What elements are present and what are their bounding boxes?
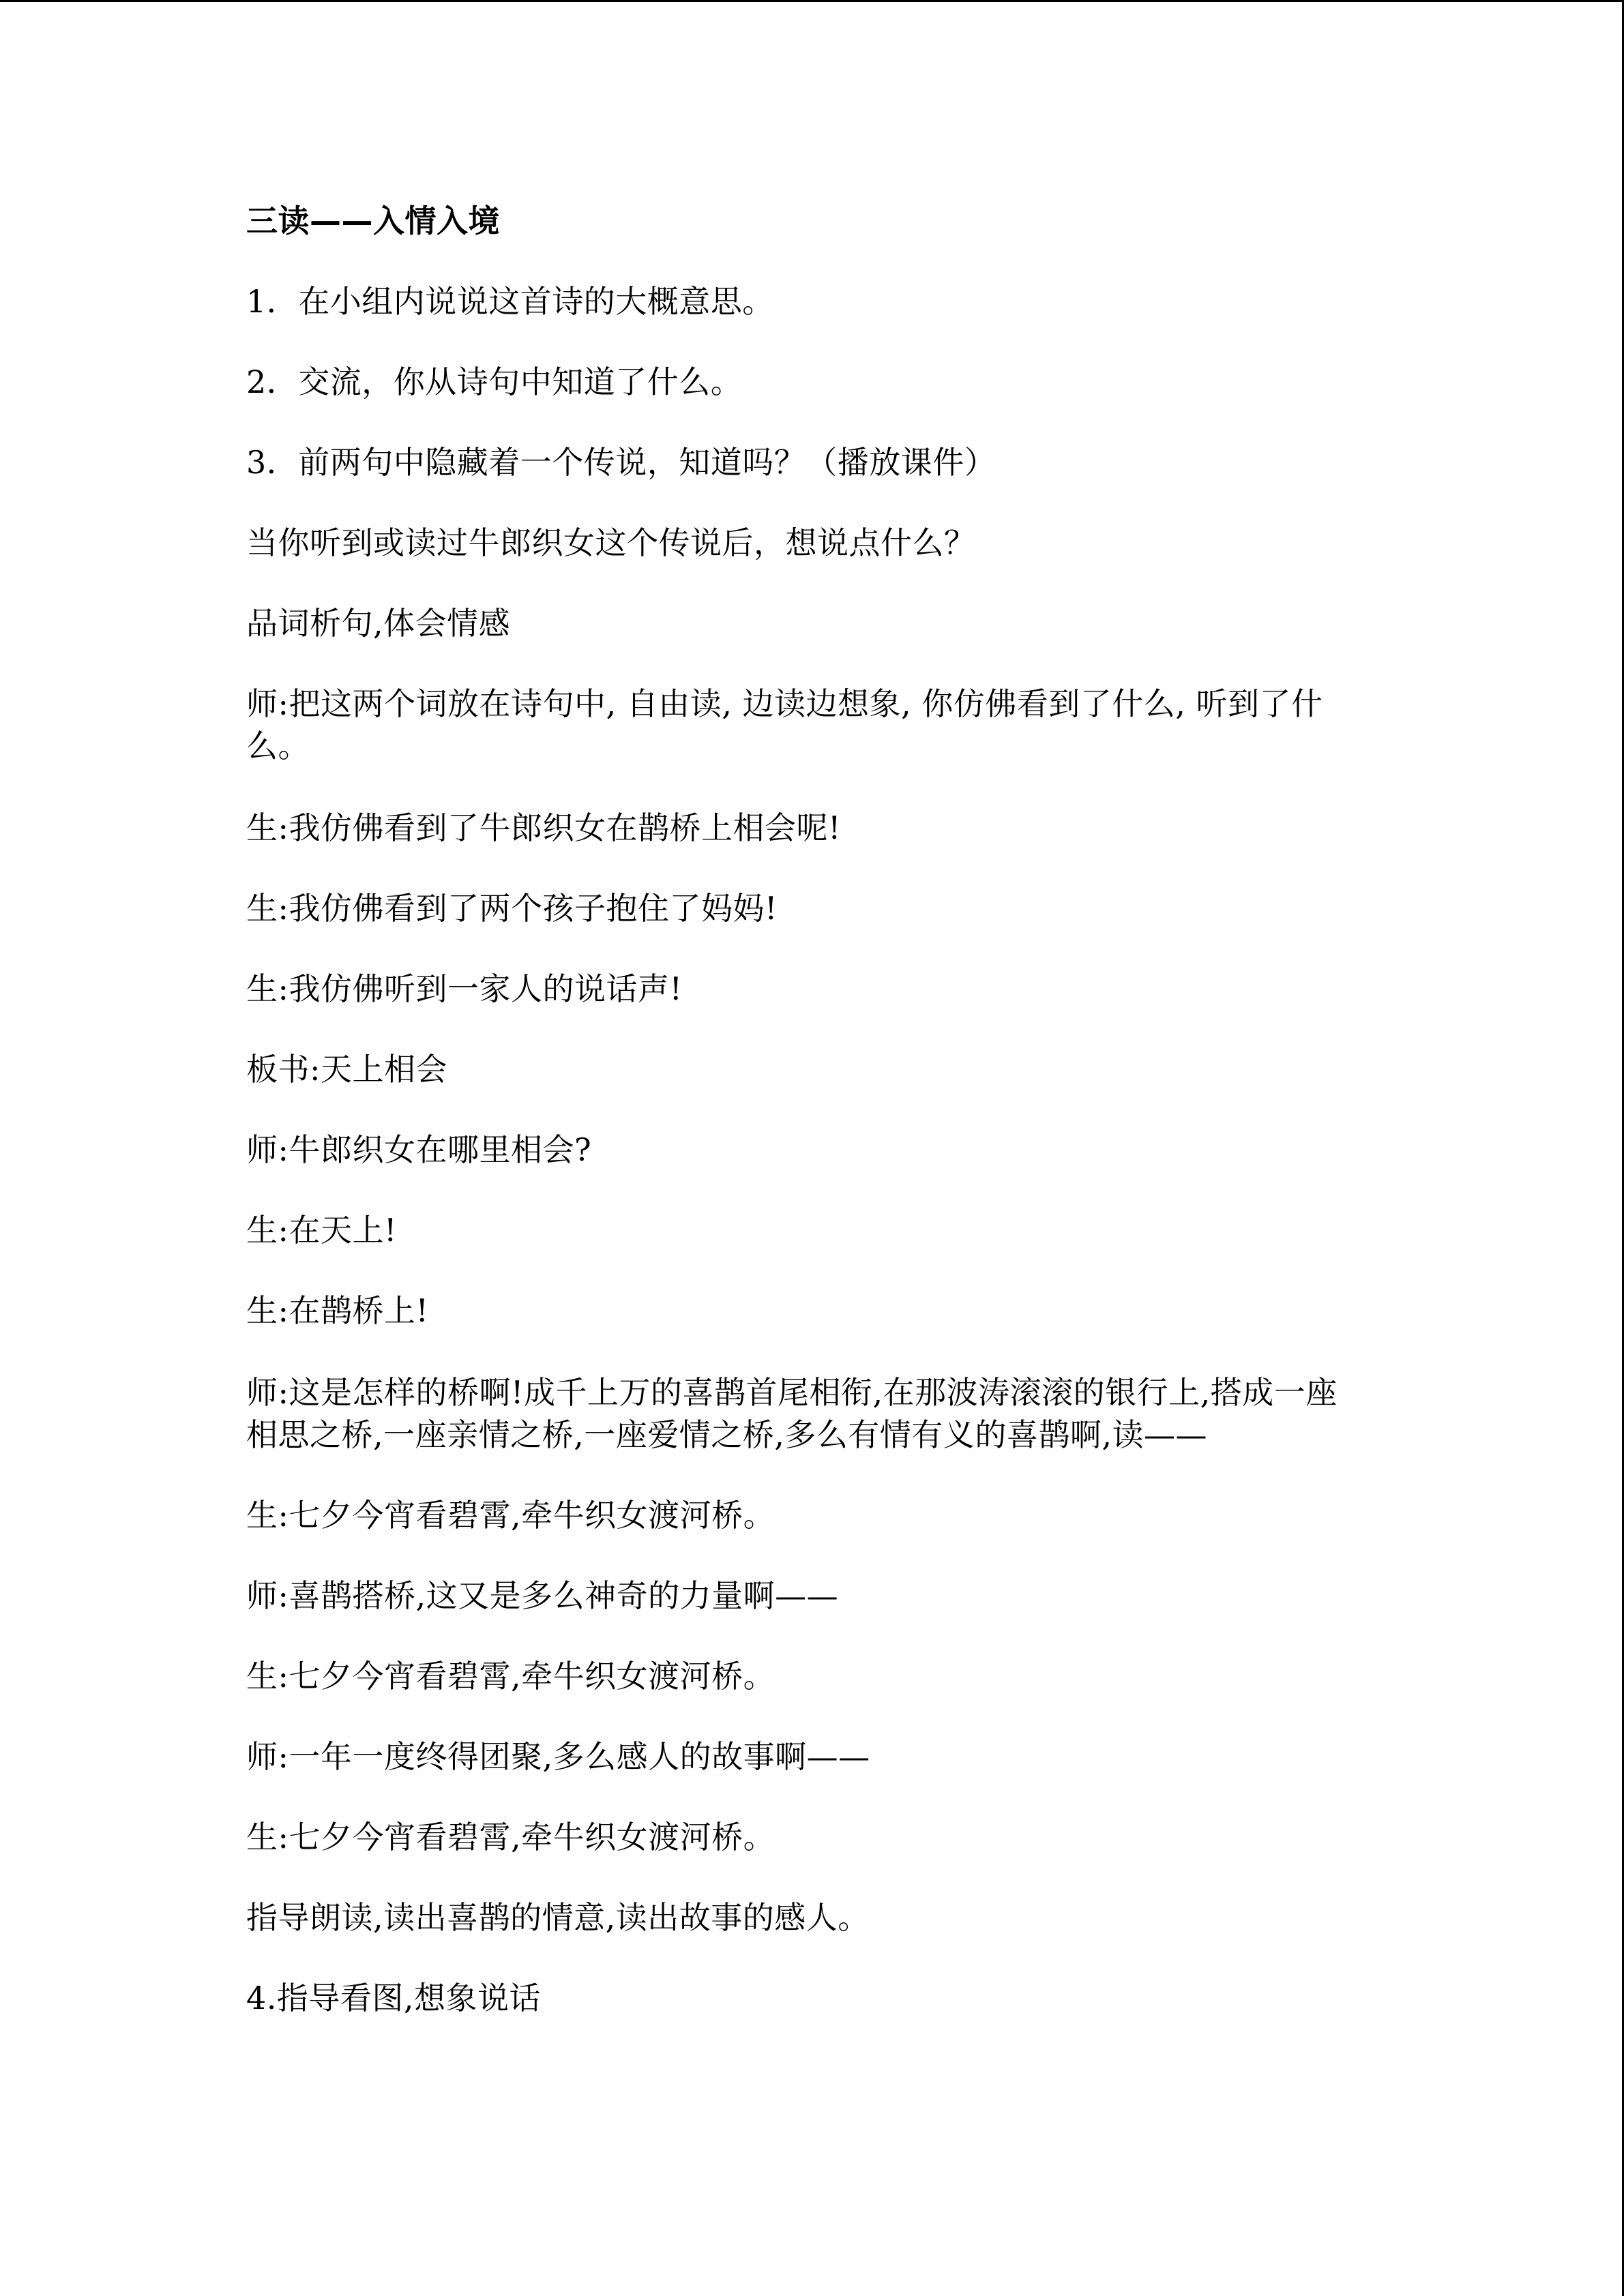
paragraph-11: 师:牛郎织女在哪里相会? xyxy=(246,1131,592,1168)
paragraph-8: 生:我仿佛看到了两个孩子抱住了妈妈! xyxy=(246,890,778,927)
paragraph-14: 师:这是怎样的桥啊!成千上万的喜鹊首尾相衔,在那波涛滚滚的银行上,搭成一座 相思之桥,一座亲情之桥,一座爱情之桥,多么有情有义的喜鹊啊,读—— xyxy=(246,1374,1338,1453)
paragraph-2: 2．交流，你从诗句中知道了什么。 xyxy=(246,363,743,400)
paragraph-16: 师:喜鹊搭桥,这又是多么神奇的力量啊—— xyxy=(246,1577,839,1614)
paragraph-4: 当你听到或读过牛郎织女这个传说后，想说点什么？ xyxy=(246,524,976,561)
paragraph-1: 1．在小组内说说这首诗的大概意思。 xyxy=(246,283,774,320)
paragraph-10: 板书:天上相会 xyxy=(246,1051,447,1088)
paragraph-20: 指导朗读,读出喜鹊的情意,读出故事的感人。 xyxy=(246,1899,870,1936)
paragraph-17: 生:七夕今宵看碧霄,牵牛织女渡河桥。 xyxy=(246,1658,776,1695)
paragraph-21: 4.指导看图,想象说话 xyxy=(246,1980,542,2016)
section-heading: 三读——入情入境 xyxy=(246,203,500,239)
paragraph-3: 3．前两句中隐藏着一个传说，知道吗？（播放课件） xyxy=(246,444,996,481)
paragraph-18: 师:一年一度终得团聚,多么感人的故事啊—— xyxy=(246,1738,870,1775)
paragraph-19: 生:七夕今宵看碧霄,牵牛织女渡河桥。 xyxy=(246,1819,776,1855)
paragraph-9: 生:我仿佛听到一家人的说话声! xyxy=(246,970,683,1007)
paragraph-6: 师:把这两个词放在诗句中, 自由读, 边读边想象, 你仿佛看到了什么, 听到了什么。 xyxy=(246,685,1323,764)
paragraph-13: 生:在鹊桥上! xyxy=(246,1292,429,1329)
paragraph-15: 生:七夕今宵看碧霄,牵牛织女渡河桥。 xyxy=(246,1497,776,1534)
paragraph-12: 生:在天上! xyxy=(246,1212,397,1249)
paragraph-7: 生:我仿佛看到了牛郎织女在鹊桥上相会呢! xyxy=(246,809,841,846)
paragraph-5: 品词析句,体会情感 xyxy=(246,605,511,642)
